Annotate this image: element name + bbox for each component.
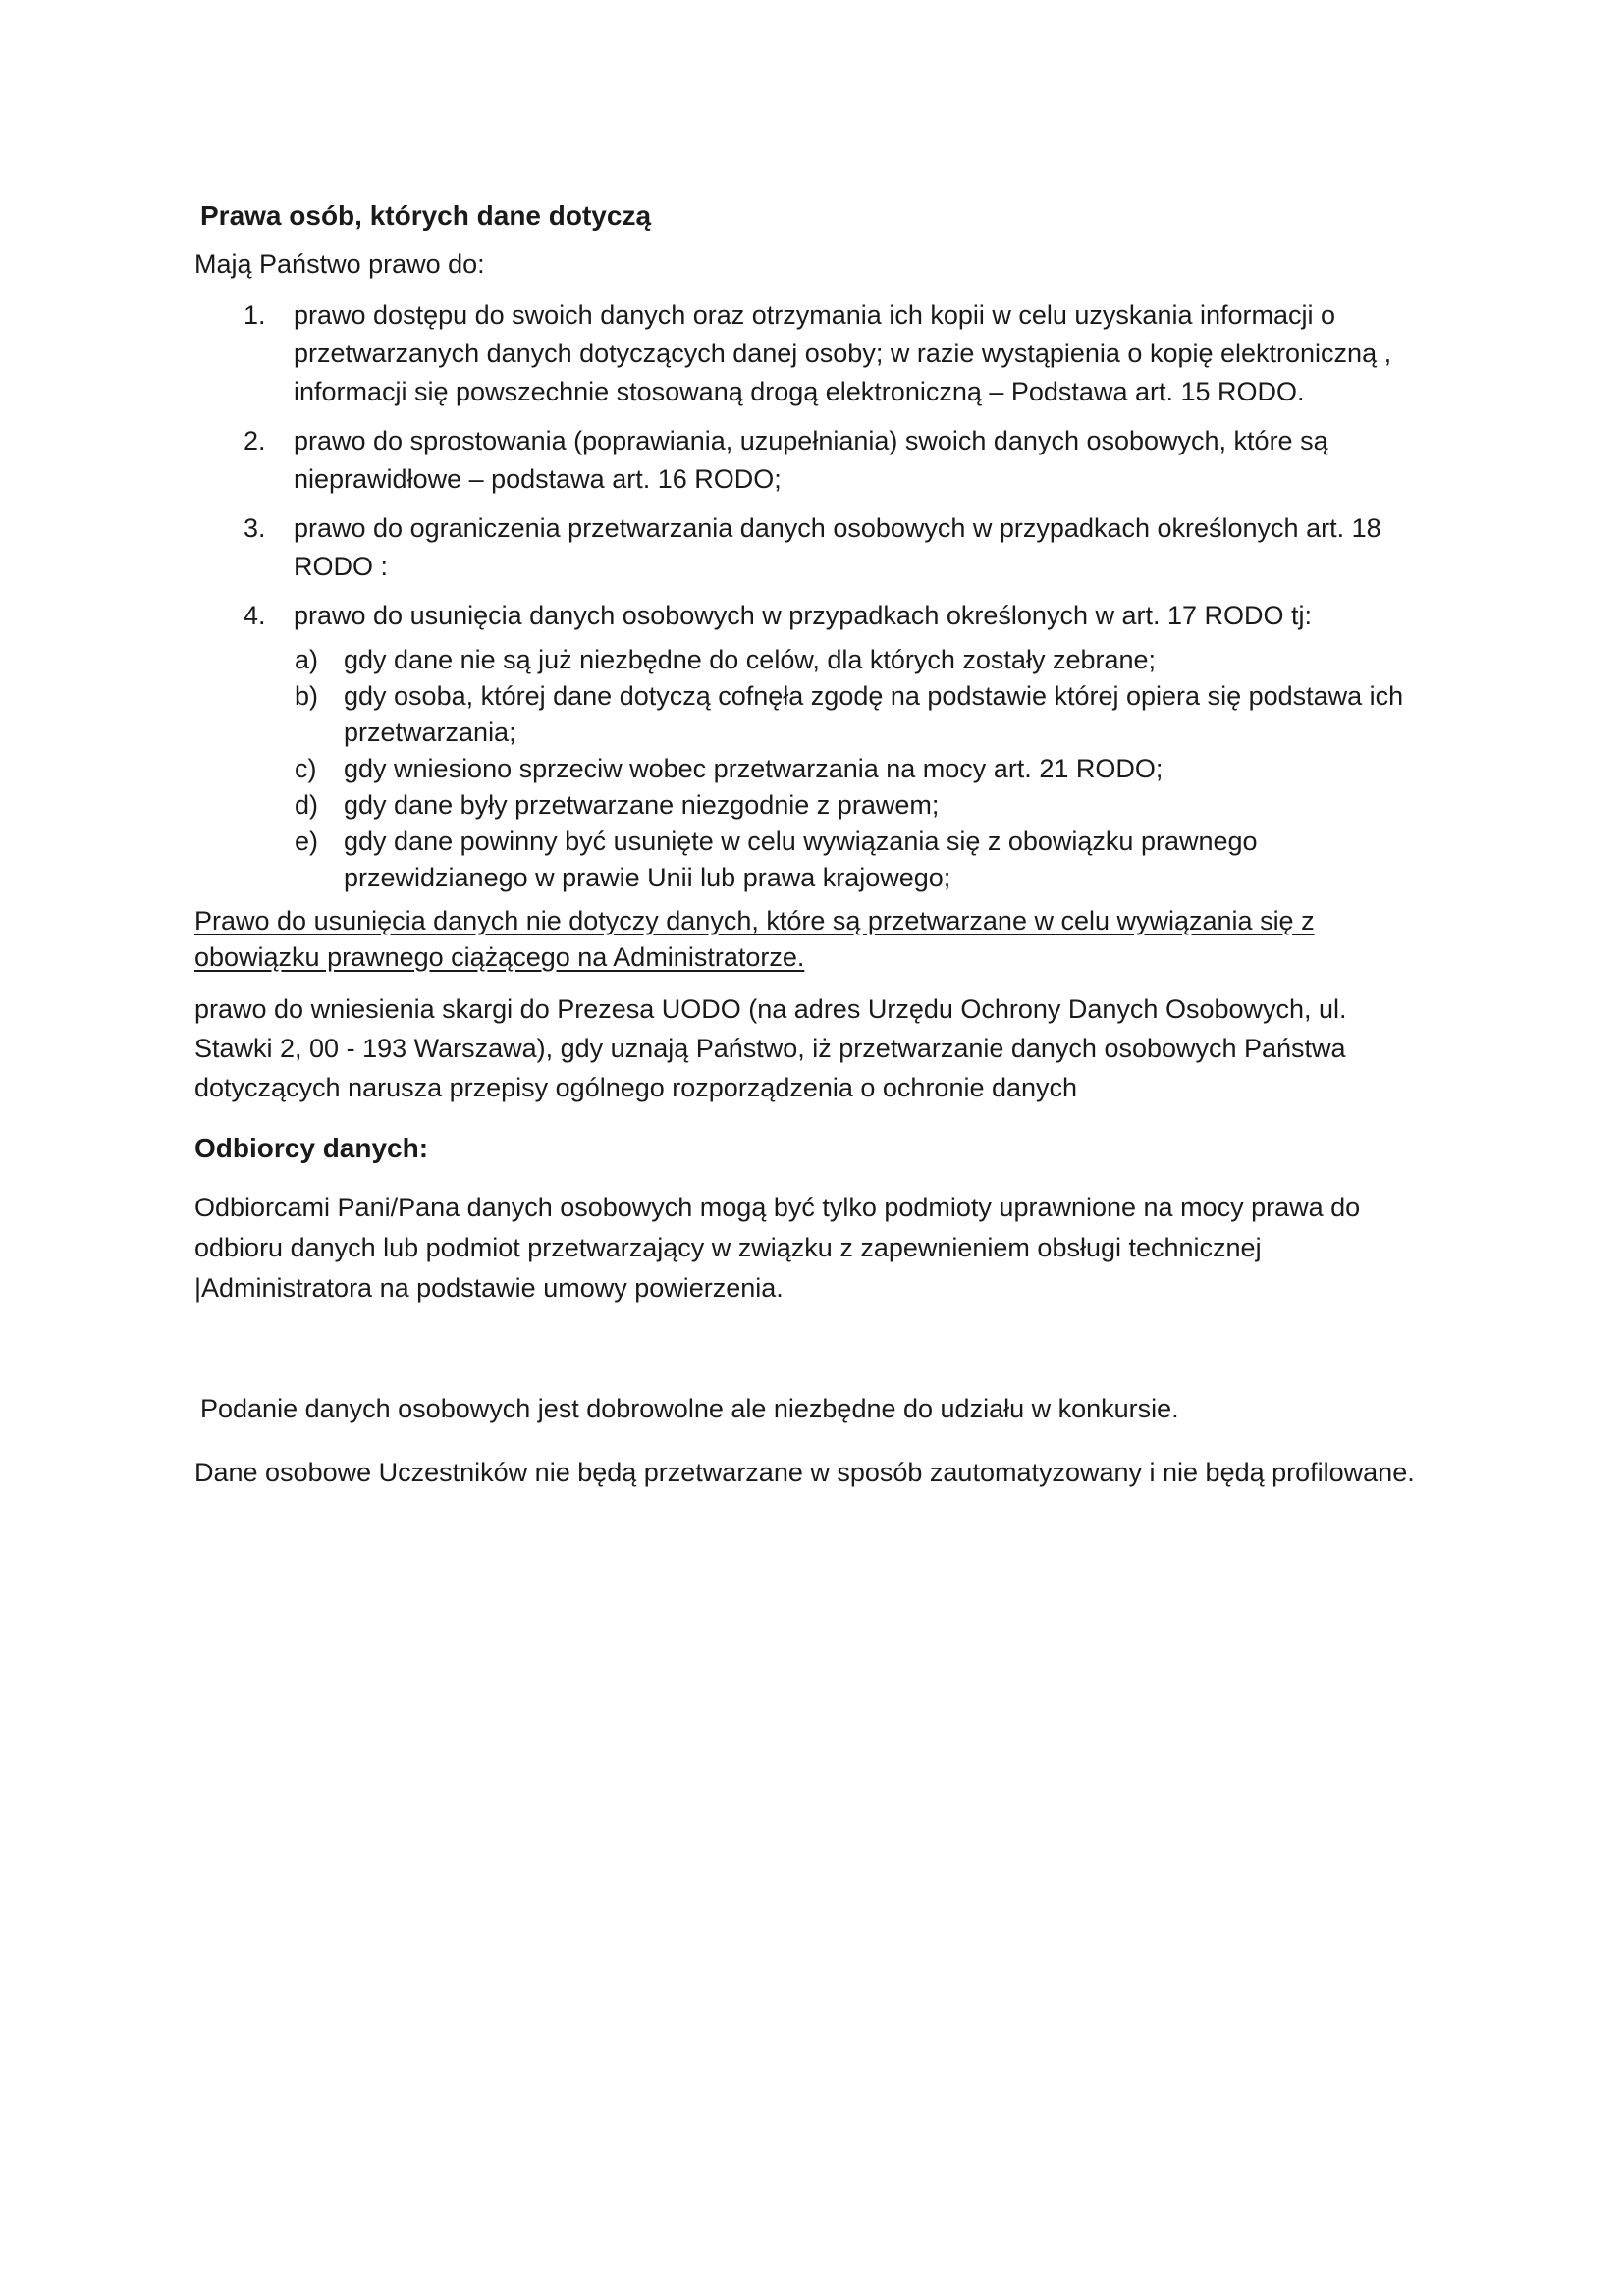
list-item-number: 2.: [244, 426, 266, 455]
list-item: [194, 787, 1441, 824]
rights-heading: Prawa osób, których dane dotyczą: [200, 200, 652, 231]
list-item-text: prawo do usunięcia danych osobowych w przypadkach określonych w art. 17 RODO tj:: [294, 601, 1313, 630]
rights-intro: Mają Państwo prawo do:: [194, 249, 485, 279]
list-item-number: 4.: [244, 601, 266, 630]
list-item-text: prawo dostępu do swoich danych oraz otrzymania ich kopii w celu uzyskania informacji o przetwarzanych danych dotyczących danej osoby; w razie wystąpienia o kopię elektroniczną , informacji się powszechnie stosowaną drogą elektroniczną – Podstawa art. 15 RODO.: [294, 300, 1392, 406]
list-item-letter: b): [295, 681, 319, 711]
voluntary-paragraph: Podanie danych osobowych jest dobrowolne ale niezbędne do udziału w konkursie.: [200, 1394, 1179, 1423]
list-item: [194, 642, 1441, 678]
list-item-letter: d): [295, 790, 319, 820]
list-item-text: gdy dane nie są już niezbędne do celów, dla których zostały zebrane;: [344, 645, 1157, 674]
list-item-text: gdy osoba, której dane dotyczą cofnęła zgodę na podstawie której opiera się podstawa ich przetwarzania;: [344, 681, 1404, 747]
list-item-number: 3.: [244, 513, 266, 543]
automated-processing-paragraph: Dane osobowe Uczestników nie będą przetwarzane w sposób zautomatyzowany i nie będą profilowane.: [194, 1458, 1415, 1487]
recipients-paragraph: Odbiorcami Pani/Pana danych osobowych mogą być tylko podmioty uprawnione na mocy prawa do odbioru danych lub podmiot przetwarzający w związku z zapewnieniem obsługi technicznej |Administratora na podstawie umowy powierzenia.: [194, 1193, 1361, 1303]
list-item: [194, 296, 1441, 411]
list-item-letter: e): [295, 827, 319, 856]
list-item-number: 1.: [244, 300, 266, 330]
list-item: [194, 751, 1441, 787]
list-item: [194, 678, 1441, 751]
list-item: [194, 824, 1441, 896]
list-item-text: gdy dane powinny być usunięte w celu wywiązania się z obowiązku prawnego przewidzianego w prawie Unii lub prawa krajowego;: [344, 827, 1258, 892]
list-item: [194, 597, 1441, 635]
rights-list: [194, 296, 1441, 646]
list-item-letter: a): [295, 645, 319, 674]
list-item: [194, 509, 1441, 586]
recipients-heading: Odbiorcy danych:: [194, 1133, 429, 1163]
complaint-paragraph: prawo do wniesienia skargi do Prezesa UODO (na adres Urzędu Ochrony Danych Osobowych, ul. Stawki 2, 00 - 193 Warszawa), gdy uznają Państwo, iż przetwarzanie danych osobowych Państwa dotyczących narusza przepisy ogólnego rozporządzenia o ochronie danych: [194, 994, 1347, 1102]
list-item-text: prawo do ograniczenia przetwarzania danych osobowych w przypadkach określonych art. 18 RODO :: [294, 513, 1381, 581]
list-item-text: prawo do sprostowania (poprawiania, uzupełniania) swoich danych osobowych, które są nieprawidłowe – podstawa art. 16 RODO;: [294, 426, 1328, 494]
list-item-letter: c): [295, 754, 317, 783]
erasure-cases-list: [194, 642, 1441, 896]
list-item: [194, 422, 1441, 499]
erasure-exception: Prawo do usunięcia danych nie dotyczy danych, które są przetwarzane w celu wywiązania się z obowiązku prawnego ciążącego na Administratorze.: [194, 906, 1315, 972]
list-item-text: gdy wniesiono sprzeciw wobec przetwarzania na mocy art. 21 RODO;: [344, 754, 1164, 783]
list-item-text: gdy dane były przetwarzane niezgodnie z prawem;: [344, 790, 940, 820]
